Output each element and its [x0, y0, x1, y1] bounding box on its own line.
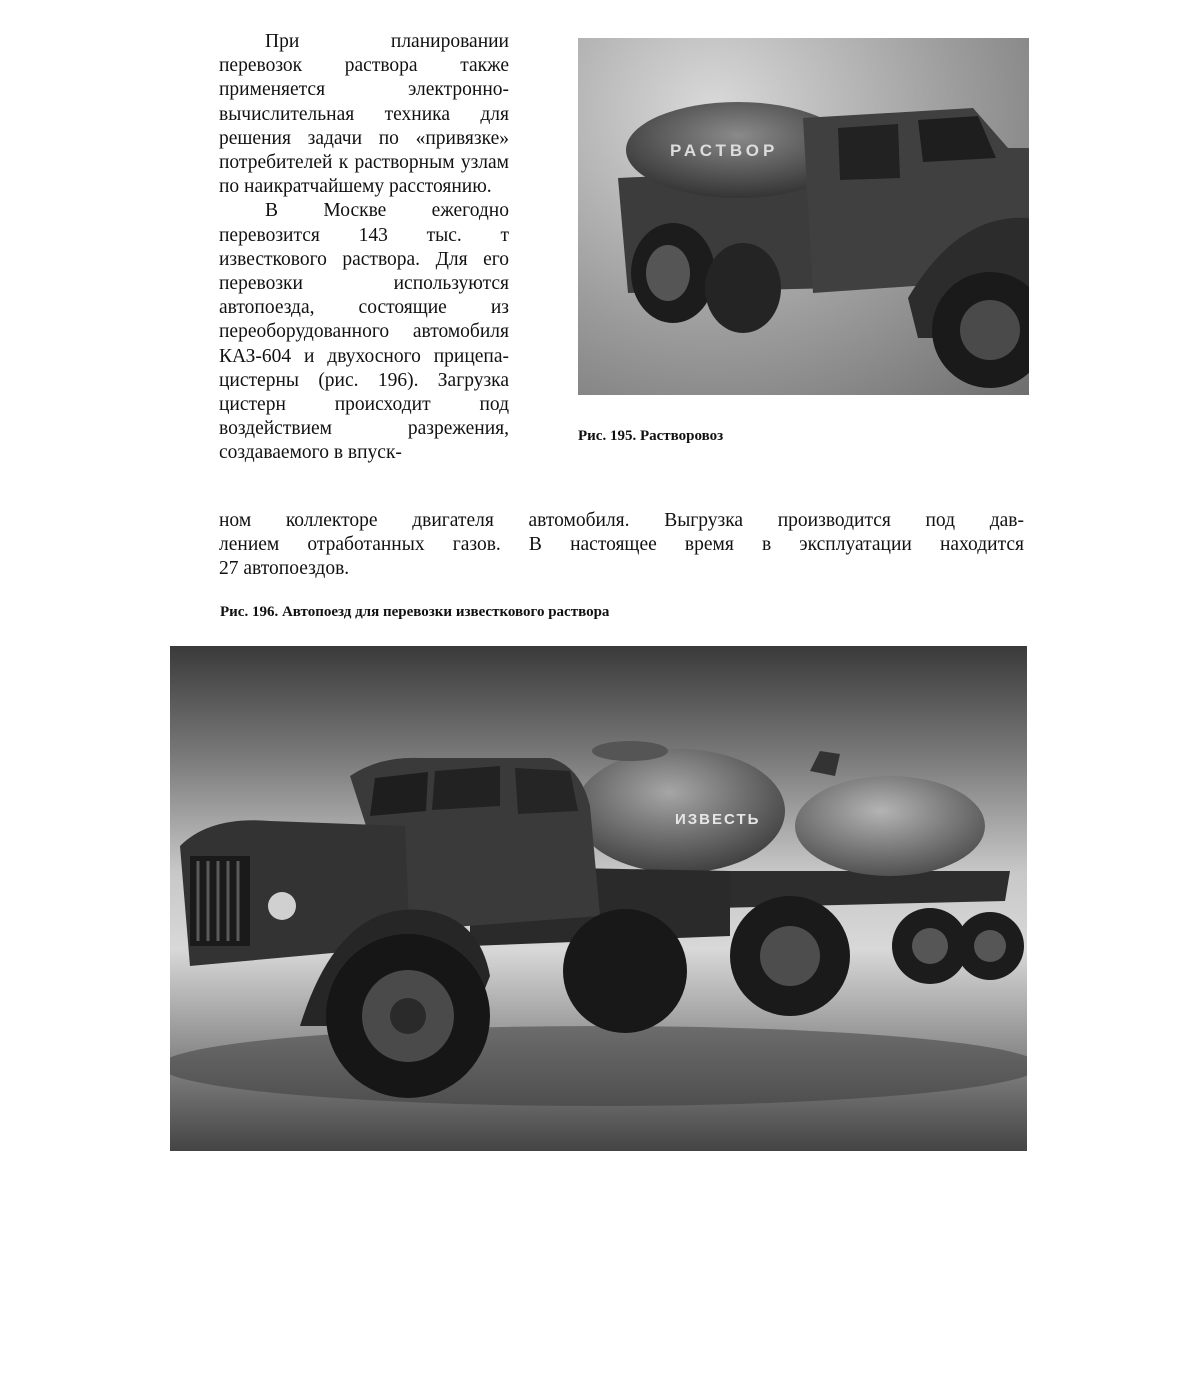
figure-road-train-photo: [170, 646, 1027, 1151]
column-text: [219, 30, 509, 466]
tank-lettering: РАСТВОР: [670, 141, 779, 160]
figure1-caption: Рис. 195. Растворовоз: [578, 428, 724, 444]
tank-lettering: ИЗВЕСТЬ: [675, 811, 761, 828]
text-line: лением отработанных газов. В настоящее время в эксплуатации находится: [219, 534, 1024, 556]
paragraph-moscow: В Москве ежегодно перевозится 143 тыс. т известкового раствора. Для его перевозки используются автопоезда, состоящие из переоборудованного автомобиля КАЗ-604 и двухосного прицепа-цистерны (рис. 196). Загрузка цистерн происходит под воздействием разрежения, создаваемого в впуск-: [219, 200, 509, 464]
figure-mortar-truck-photo: [578, 38, 1029, 395]
full-width-text: [219, 509, 1024, 582]
text-line: 27 автопоездов.: [219, 558, 350, 580]
paragraph-planning: При планировании перевозок раствора также применяется электронно-вычислительная техника для решения задачи по «привязке» потребителей к растворным узлам по наикратчайшему расстоянию.: [219, 31, 509, 198]
text-line: ном коллекторе двигателя автомобиля. Выгрузка производится под дав-: [219, 510, 1024, 531]
figure2-caption: Рис. 196. Автопоезд для перевозки известкового раствора: [220, 604, 610, 620]
